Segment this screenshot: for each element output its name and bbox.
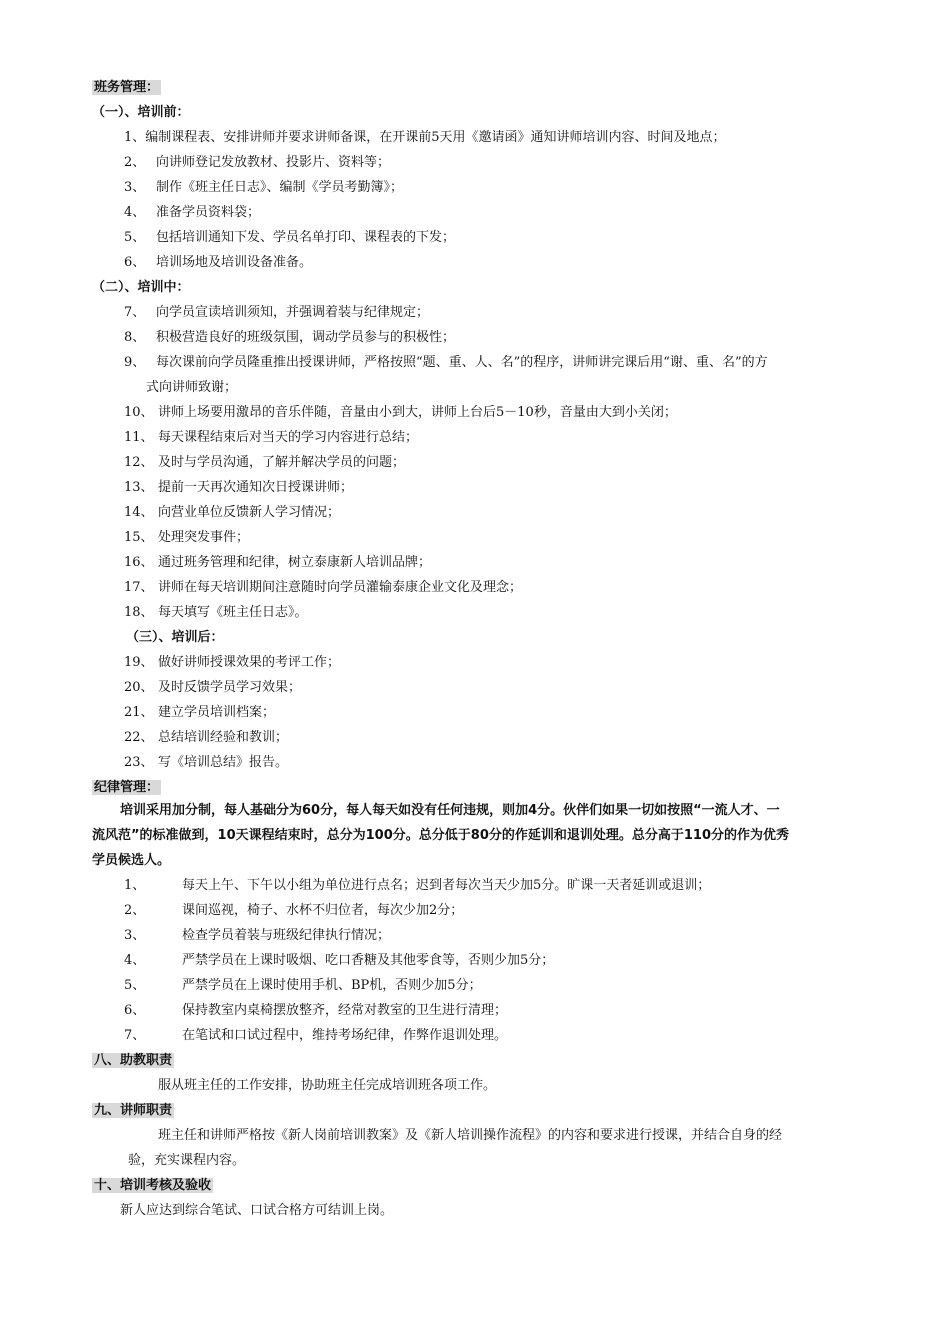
- section-title-discipline: 纪律管理：: [94, 780, 160, 795]
- list-item: 3、 检查学员着装与班级纪律执行情况；: [124, 928, 391, 943]
- list-item: 7、 在笔试和口试过程中，维持考场纪律，作弊作退训处理。: [124, 1028, 508, 1043]
- list-item: 10、 讲师上场要用激昂的音乐伴随，音量由小到大，讲师上台后5－10秒，音量由大到小关闭；: [124, 405, 677, 420]
- intro-paragraph-line: 培训采用加分制，每人基础分为60分，每人每天如没有任何违规，则加4分。伙伴们如果一切如按照“一流人才、一: [120, 803, 780, 818]
- list-item: 5、 包括培训通知下发、学员名单打印、课程表的下发；: [124, 230, 456, 245]
- list-item: 19、 做好讲师授课效果的考评工作；: [124, 655, 341, 670]
- list-item: 22、 总结培训经验和教训；: [124, 730, 289, 745]
- list-item: 21、 建立学员培训档案；: [124, 705, 276, 720]
- list-item: 6、 培训场地及培训设备准备。: [124, 255, 313, 270]
- list-item: 1、 每天上午、下午以小组为单位进行点名；迟到者每次当天少加5分。旷课一天者延训或退训；: [124, 878, 711, 893]
- list-item: 9、 每次课前向学员隆重推出授课讲师，严格按照“题、重、人、名”的程序，讲师讲完课后用“谢、重、名”的方: [124, 355, 768, 370]
- list-item: 20、 及时反馈学员学习效果；: [124, 680, 302, 695]
- paragraph-line: 班主任和讲师严格按《新人岗前培训教案》及《新人培训操作流程》的内容和要求进行授课，并结合自身的经: [158, 1128, 783, 1143]
- subheading-during-training: （二）、培训中：: [92, 280, 190, 295]
- list-item: 4、 准备学员资料袋；: [124, 205, 261, 220]
- list-item: 1、编制课程表、安排讲师并要求讲师备课，在开课前5天用《邀请函》通知讲师培训内容、时间及地点；: [124, 130, 726, 145]
- list-item: 18、 每天填写《班主任日志》。: [124, 605, 308, 620]
- section-title-assistant-duties: 八、助教职责: [94, 1053, 173, 1068]
- list-item: 5、 严禁学员在上课时使用手机、BP机，否则少加5分；: [124, 978, 482, 993]
- intro-paragraph-line: 学员候选人。: [92, 853, 171, 868]
- section-title-class-management: 班务管理：: [94, 80, 160, 95]
- section-title-lecturer-duties: 九、讲师职责: [94, 1103, 173, 1118]
- paragraph: 新人应达到综合笔试、口试合格方可结训上岗。: [120, 1203, 394, 1218]
- list-item: 15、 处理突发事件；: [124, 530, 250, 545]
- list-item: 7、 向学员宣读培训须知，并强调着装与纪律规定；: [124, 305, 430, 320]
- list-item-continuation: 式向讲师致谢；: [146, 380, 238, 395]
- list-item: 14、 向营业单位反馈新人学习情况；: [124, 505, 341, 520]
- subheading-after-training: （三）、培训后：: [126, 630, 224, 645]
- paragraph: 服从班主任的工作安排，协助班主任完成培训班各项工作。: [158, 1078, 497, 1093]
- list-item: 8、 积极营造良好的班级氛围，调动学员参与的积极性；: [124, 330, 456, 345]
- list-item: 17、 讲师在每天培训期间注意随时向学员灌输泰康企业文化及理念；: [124, 580, 523, 595]
- list-item: 11、 每天课程结束后对当天的学习内容进行总结；: [124, 430, 419, 445]
- list-item: 4、 严禁学员在上课时吸烟、吃口香糖及其他零食等，否则少加5分；: [124, 953, 555, 968]
- list-item: 23、 写《培训总结》报告。: [124, 755, 289, 770]
- intro-paragraph-line: 流风范”的标准做到，10天课程结束时，总分为100分。总分低于80分的作延训和退训处理。总分高于110分的作为优秀: [92, 828, 789, 843]
- list-item: 2、 向讲师登记发放教材、投影片、资料等；: [124, 155, 391, 170]
- list-item: 6、 保持教室内桌椅摆放整齐，经常对教室的卫生进行清理；: [124, 1003, 508, 1018]
- list-item: 2、 课间巡视，椅子、水杯不归位者，每次少加2分；: [124, 903, 464, 918]
- list-item: 16、 通过班务管理和纪律，树立泰康新人培训品牌；: [124, 555, 432, 570]
- list-item: 12、 及时与学员沟通，了解并解决学员的问题；: [124, 455, 406, 470]
- list-item: 3、 制作《班主任日志》、编制《学员考勤簿》；: [124, 180, 404, 195]
- paragraph-line: 验，充实课程内容。: [128, 1153, 246, 1168]
- subheading-before-training: （一）、培训前：: [92, 105, 190, 120]
- section-title-assessment: 十、培训考核及验收: [94, 1178, 212, 1193]
- list-item: 13、 提前一天再次通知次日授课讲师；: [124, 480, 354, 495]
